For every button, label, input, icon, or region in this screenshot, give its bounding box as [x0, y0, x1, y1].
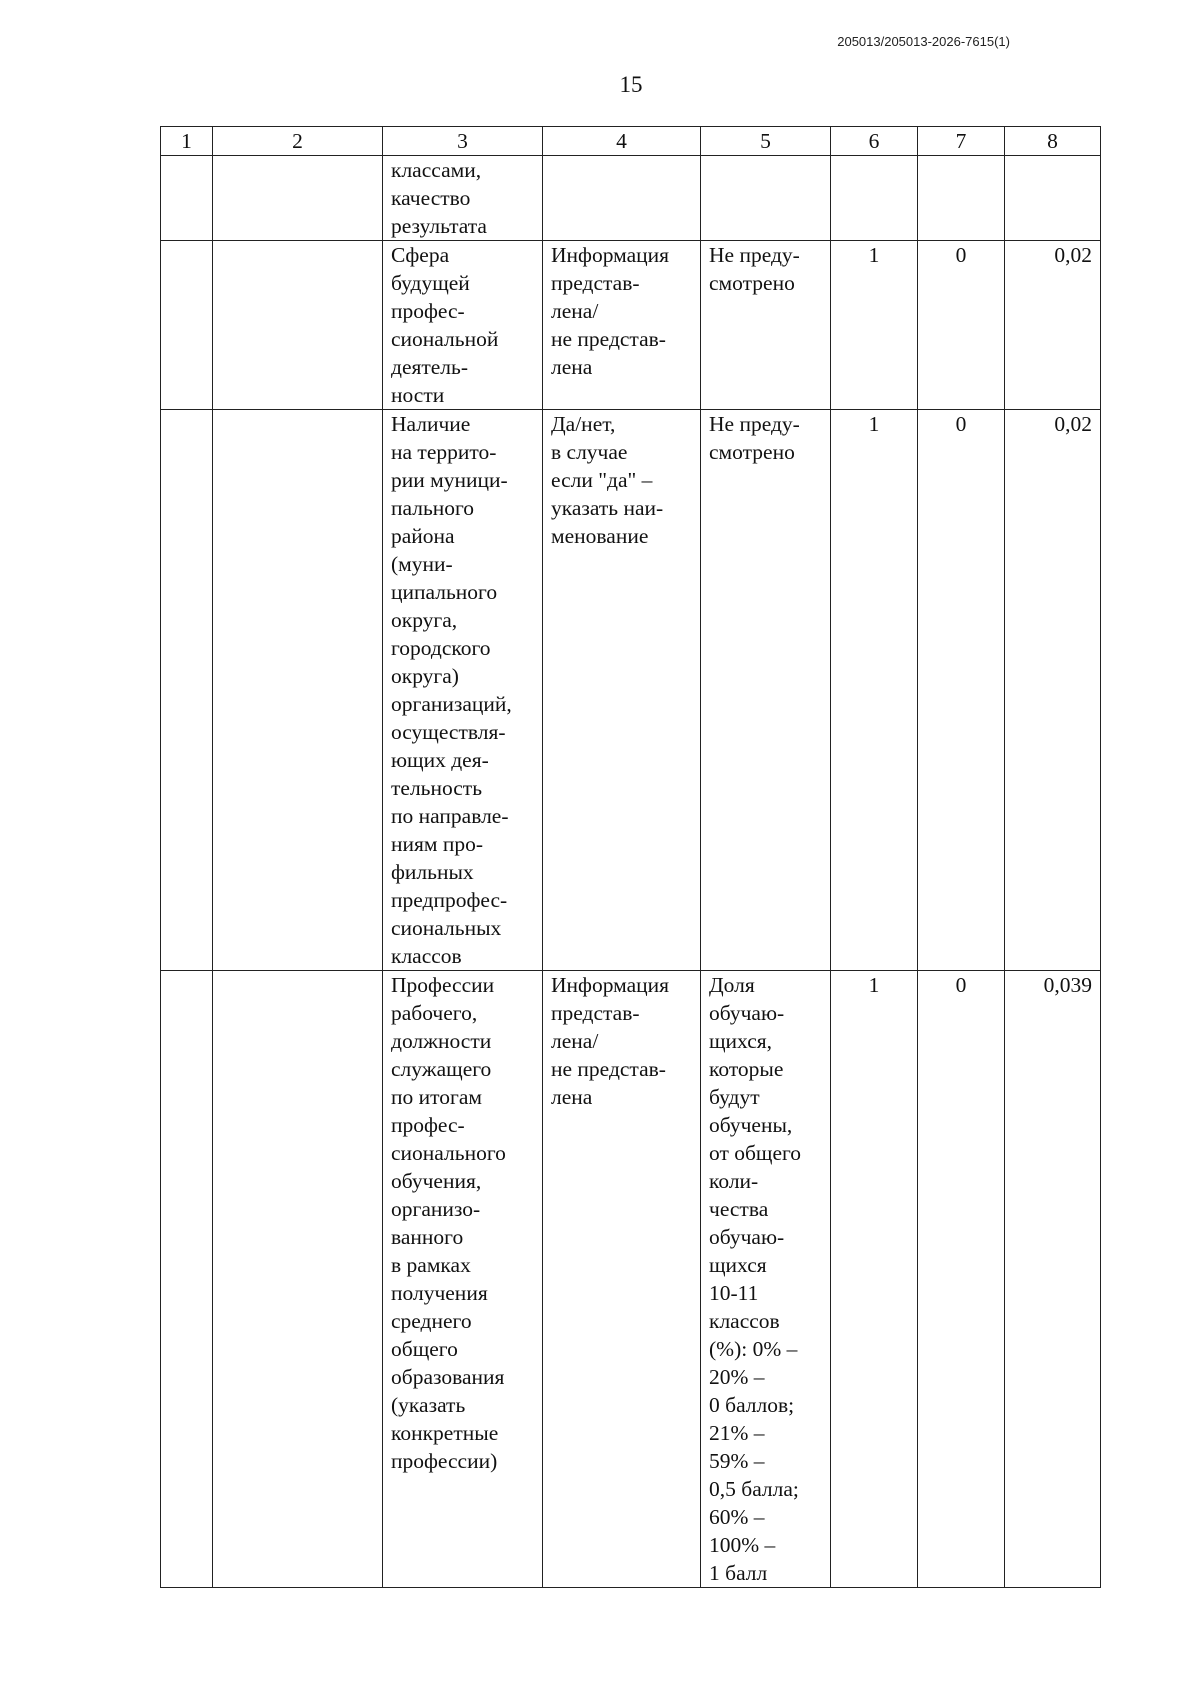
cell-max-score: 1 — [831, 410, 918, 971]
scoring-text: Не преду- смотрено — [709, 412, 800, 464]
value-type-text: Информация представ- лена/ не представ- лена — [551, 973, 670, 1109]
scoring-text: Доля обучаю- щихся, которые будут обучены, от общего коли- чества обучаю- щихся 10-11 классов (%): 0% – 20% – 0 баллов; 21% – 59% – 0,5 балла; 60% – 100% – 1 балл — [709, 973, 802, 1585]
cell-weight: 0,039 — [1005, 971, 1101, 1588]
page-number: 15 — [619, 72, 643, 97]
table-row — [161, 156, 1101, 241]
cell-value-type — [543, 971, 701, 1588]
table-body — [161, 156, 1101, 1588]
table-row — [161, 241, 1101, 410]
cell-col2 — [213, 241, 383, 410]
cell-criterion — [383, 156, 543, 241]
cell-criterion — [383, 971, 543, 1588]
cell-criterion — [383, 410, 543, 971]
table-header — [161, 127, 1101, 156]
cell-value-type — [543, 410, 701, 971]
criterion-text: Сфера будущей профес- сиональной деятель- ности — [391, 243, 499, 407]
cell-criterion — [383, 241, 543, 410]
cell-value-type — [543, 241, 701, 410]
cell-value-type — [543, 156, 701, 241]
cell-min-score: 0 — [918, 410, 1005, 971]
cell-col1 — [161, 156, 213, 241]
cell-max-score: 1 — [831, 971, 918, 1588]
criterion-text: Профессии рабочего, должности служащего по итогам профес- сионального обучения, организо- ванного в рамках получения среднего общего образования (указать конкретные профессии) — [391, 973, 506, 1473]
cell-scoring — [701, 971, 831, 1588]
cell-col2 — [213, 971, 383, 1588]
criterion-text: классами, качество результата — [391, 158, 487, 238]
value-type-text: Да/нет, в случае если "да" – указать наи- менование — [551, 412, 664, 548]
column-header-7: 7 — [918, 127, 1005, 156]
cell-col1 — [161, 410, 213, 971]
cell-min-score: 0 — [918, 241, 1005, 410]
header-row — [161, 127, 1101, 156]
document-id: 205013/205013-2026-7615(1) — [837, 34, 1010, 49]
criterion-text: Наличие на террито- рии муници- пального района (муни- ципального округа, городского округа) организаций, осуществля- ющих дея- тельность по направле- ниям про- фильных предпрофес- сиональных классов — [391, 412, 512, 968]
column-header-5: 5 — [701, 127, 831, 156]
cell-scoring — [701, 156, 831, 241]
cell-col2 — [213, 156, 383, 241]
column-header-1: 1 — [161, 127, 213, 156]
cell-weight: 0,02 — [1005, 410, 1101, 971]
cell-min-score: 0 — [918, 971, 1005, 1588]
value-type-text: Информация представ- лена/ не представ- лена — [551, 243, 670, 379]
cell-col1 — [161, 971, 213, 1588]
cell-min-score — [918, 156, 1005, 241]
table-row — [161, 971, 1101, 1588]
column-header-8: 8 — [1005, 127, 1101, 156]
cell-max-score — [831, 156, 918, 241]
scoring-text: Не преду- смотрено — [709, 243, 800, 295]
table-row — [161, 410, 1101, 971]
cell-weight: 0,02 — [1005, 241, 1101, 410]
column-header-2: 2 — [213, 127, 383, 156]
cell-scoring — [701, 241, 831, 410]
cell-col2 — [213, 410, 383, 971]
criteria-table — [160, 126, 1101, 1588]
column-header-3: 3 — [383, 127, 543, 156]
cell-max-score: 1 — [831, 241, 918, 410]
cell-weight — [1005, 156, 1101, 241]
column-header-4: 4 — [543, 127, 701, 156]
cell-scoring — [701, 410, 831, 971]
cell-col1 — [161, 241, 213, 410]
column-header-6: 6 — [831, 127, 918, 156]
